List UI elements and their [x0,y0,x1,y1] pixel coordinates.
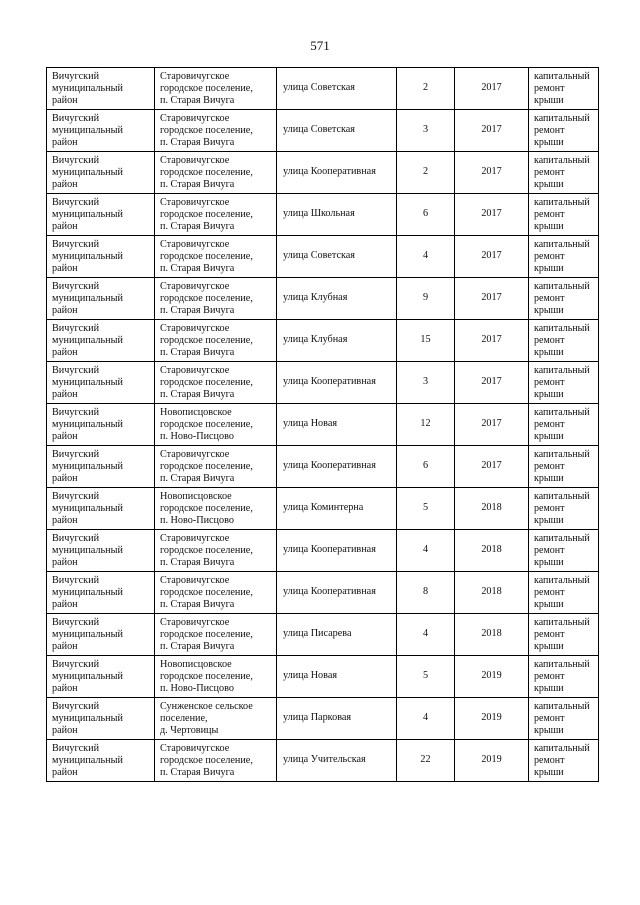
table-row [47,446,599,488]
work-type-cell [529,572,599,614]
district-cell-line: район [52,347,78,359]
district-cell-line: муниципальный [52,251,123,263]
district-cell-line: район [52,305,78,317]
settlement-cell-line: городское поселение, [160,209,253,221]
district-cell-line: район [52,221,78,233]
house-number-cell: 3 [397,362,455,404]
work-type-cell-line: капитальный [534,574,590,586]
settlement-cell-line: п. Ново-Писцово [160,515,234,527]
table-row [47,362,599,404]
district-cell [47,110,155,152]
street-cell: улица Кооперативная [277,152,397,194]
year-cell: 2019 [455,698,529,740]
settlement-cell-line: городское поселение, [160,671,253,683]
settlement-cell [155,320,277,362]
work-type-cell [529,320,599,362]
settlement-cell-line: Новописцовское [160,407,232,418]
district-cell-line: Вичугский [52,701,100,712]
year-cell: 2017 [455,236,529,278]
settlement-cell [155,614,277,656]
settlement-cell-line: городское поселение, [160,251,253,263]
district-cell-line: район [52,557,78,569]
settlement-cell [155,278,277,320]
table-row [47,572,599,614]
settlement-cell-line: п. Старая Вичуга [160,389,235,401]
settlement-cell-line: Новописцовское [160,659,232,670]
district-cell-line: район [52,683,78,695]
settlement-cell [155,572,277,614]
year-cell: 2017 [455,320,529,362]
settlement-cell-line: п. Старая Вичуга [160,263,235,275]
district-cell-line: муниципальный [52,209,123,221]
work-type-cell-line: капитальный [534,490,590,502]
settlement-cell [155,194,277,236]
page-number: 571 [310,38,330,53]
settlement-cell-line: п. Старая Вичуга [160,221,235,233]
district-cell-line: муниципальный [52,629,123,641]
settlement-cell-line: п. Старая Вичуга [160,137,235,149]
work-type-cell [529,740,599,782]
work-type-cell-line: капитальный [534,322,590,334]
district-cell-line: район [52,599,78,611]
work-type-cell-line: ремонт крыши [534,628,565,652]
street-cell: улица Новая [277,404,397,446]
district-cell-line: муниципальный [52,377,123,389]
district-cell [47,614,155,656]
settlement-cell-line: городское поселение, [160,461,253,473]
district-cell [47,530,155,572]
work-type-cell-line: капитальный [534,616,590,628]
district-cell-line: район [52,431,78,443]
work-type-cell-line: ремонт крыши [534,250,565,274]
table-row [47,404,599,446]
settlement-cell [155,698,277,740]
table-row [47,530,599,572]
work-type-cell-line: ремонт крыши [534,754,565,778]
work-type-cell-line: ремонт крыши [534,418,565,442]
settlement-cell [155,152,277,194]
work-type-cell-line: капитальный [534,112,590,124]
settlement-cell-line: городское поселение, [160,335,253,347]
year-cell: 2017 [455,362,529,404]
year-cell: 2017 [455,278,529,320]
house-number-cell: 22 [397,740,455,782]
work-type-cell [529,68,599,110]
work-type-cell-line: капитальный [534,700,590,712]
district-cell-line: муниципальный [52,419,123,431]
settlement-cell-line: п. Старая Вичуга [160,305,235,317]
work-type-cell [529,698,599,740]
district-cell [47,68,155,110]
street-cell: улица Кооперативная [277,362,397,404]
district-cell-line: муниципальный [52,671,123,683]
settlement-cell-line: городское поселение, [160,419,253,431]
settlement-cell-line: п. Старая Вичуга [160,179,235,191]
street-cell: улица Писарева [277,614,397,656]
district-cell-line: Вичугский [52,113,100,124]
work-type-cell-line: ремонт крыши [534,670,565,694]
settlement-cell-line: п. Старая Вичуга [160,767,235,779]
table-row [47,278,599,320]
district-cell-line: Вичугский [52,449,100,460]
house-number-cell: 4 [397,236,455,278]
settlement-cell [155,362,277,404]
settlement-cell [155,488,277,530]
settlement-cell-line: Старовичугское [160,155,230,166]
settlement-cell-line: Старовичугское [160,323,230,334]
work-type-cell-line: ремонт крыши [534,124,565,148]
district-cell-line: Вичугский [52,365,100,376]
district-cell-line: Вичугский [52,281,100,292]
work-type-cell [529,194,599,236]
work-type-cell-line: ремонт крыши [534,460,565,484]
house-number-cell: 4 [397,698,455,740]
year-cell: 2017 [455,110,529,152]
district-cell-line: район [52,137,78,149]
work-type-cell-line: ремонт крыши [534,82,565,106]
settlement-cell [155,446,277,488]
repair-schedule-table [46,67,599,782]
settlement-cell-line: Старовичугское [160,197,230,208]
settlement-cell-line: п. Старая Вичуга [160,557,235,569]
settlement-cell-line: п. Старая Вичуга [160,473,235,485]
table-row [47,488,599,530]
year-cell: 2017 [455,404,529,446]
settlement-cell-line: п. Старая Вичуга [160,599,235,611]
district-cell-line: Вичугский [52,323,100,334]
work-type-cell-line: ремонт крыши [534,208,565,232]
settlement-cell-line: п. Старая Вичуга [160,95,235,107]
settlement-cell-line: городское поселение, [160,377,253,389]
district-cell-line: район [52,179,78,191]
settlement-cell-line: Старовичугское [160,743,230,754]
year-cell: 2018 [455,572,529,614]
work-type-cell [529,446,599,488]
house-number-cell: 3 [397,110,455,152]
work-type-cell [529,110,599,152]
district-cell [47,488,155,530]
work-type-cell-line: капитальный [534,196,590,208]
district-cell-line: муниципальный [52,503,123,515]
street-cell: улица Учительская [277,740,397,782]
settlement-cell-line: Старовичугское [160,617,230,628]
street-cell: улица Клубная [277,320,397,362]
house-number-cell: 5 [397,656,455,698]
year-cell: 2017 [455,68,529,110]
district-cell-line: Вичугский [52,533,100,544]
settlement-cell-line: городское поселение, [160,167,253,179]
year-cell: 2017 [455,152,529,194]
district-cell [47,698,155,740]
settlement-cell-line: городское поселение, [160,293,253,305]
district-cell-line: район [52,725,78,737]
table-row [47,656,599,698]
table-row [47,152,599,194]
settlement-cell-line: п. Старая Вичуга [160,347,235,359]
house-number-cell: 9 [397,278,455,320]
street-cell: улица Школьная [277,194,397,236]
district-cell-line: район [52,767,78,779]
district-cell-line: муниципальный [52,545,123,557]
table-row [47,698,599,740]
district-cell-line: муниципальный [52,335,123,347]
work-type-cell-line: ремонт крыши [534,292,565,316]
house-number-cell: 15 [397,320,455,362]
settlement-cell-line: городское поселение, [160,587,253,599]
table-row [47,194,599,236]
settlement-cell-line: п. Ново-Писцово [160,431,234,443]
work-type-cell [529,404,599,446]
settlement-cell-line: Новописцовское [160,491,232,502]
district-cell [47,236,155,278]
work-type-cell-line: капитальный [534,238,590,250]
settlement-cell [155,530,277,572]
work-type-cell-line: капитальный [534,406,590,418]
district-cell-line: Вичугский [52,71,100,82]
year-cell: 2017 [455,194,529,236]
house-number-cell: 5 [397,488,455,530]
district-cell-line: муниципальный [52,713,123,725]
settlement-cell [155,236,277,278]
district-cell-line: муниципальный [52,461,123,473]
district-cell [47,656,155,698]
house-number-cell: 6 [397,194,455,236]
street-cell: улица Кооперативная [277,530,397,572]
work-type-cell-line: капитальный [534,658,590,670]
work-type-cell-line: капитальный [534,364,590,376]
district-cell-line: муниципальный [52,755,123,767]
street-cell: улица Советская [277,110,397,152]
work-type-cell [529,236,599,278]
district-cell [47,194,155,236]
work-type-cell-line: капитальный [534,532,590,544]
settlement-cell-line: д. Чертовицы [160,725,219,737]
district-cell-line: район [52,515,78,527]
table-row [47,110,599,152]
settlement-cell-line: городское поселение, [160,503,253,515]
year-cell: 2018 [455,530,529,572]
settlement-cell-line: городское поселение, [160,629,253,641]
settlement-cell-line: поселение, [160,713,208,725]
settlement-cell [155,404,277,446]
district-cell [47,320,155,362]
district-cell [47,278,155,320]
district-cell-line: Вичугский [52,197,100,208]
work-type-cell-line: ремонт крыши [534,502,565,526]
work-type-cell [529,152,599,194]
district-cell [47,740,155,782]
settlement-cell-line: Сунженское сельское [160,701,253,712]
district-cell-line: муниципальный [52,167,123,179]
district-cell-line: район [52,389,78,401]
settlement-cell-line: п. Старая Вичуга [160,641,235,653]
year-cell: 2019 [455,656,529,698]
settlement-cell-line: Старовичугское [160,239,230,250]
house-number-cell: 6 [397,446,455,488]
settlement-cell-line: п. Ново-Писцово [160,683,234,695]
work-type-cell [529,614,599,656]
table-row [47,236,599,278]
district-cell [47,404,155,446]
house-number-cell: 2 [397,68,455,110]
street-cell: улица Кооперативная [277,446,397,488]
district-cell [47,152,155,194]
street-cell: улица Коминтерна [277,488,397,530]
work-type-cell [529,362,599,404]
street-cell: улица Парковая [277,698,397,740]
settlement-cell-line: Старовичугское [160,281,230,292]
district-cell-line: муниципальный [52,293,123,305]
work-type-cell-line: ремонт крыши [534,544,565,568]
work-type-cell-line: капитальный [534,154,590,166]
settlement-cell-line: городское поселение, [160,545,253,557]
year-cell: 2017 [455,446,529,488]
district-cell-line: Вичугский [52,155,100,166]
settlement-cell-line: Старовичугское [160,71,230,82]
settlement-cell [155,110,277,152]
district-cell-line: Вичугский [52,575,100,586]
settlement-cell-line: городское поселение, [160,83,253,95]
table-row [47,740,599,782]
work-type-cell-line: ремонт крыши [534,586,565,610]
work-type-cell [529,488,599,530]
table-row [47,614,599,656]
district-cell-line: район [52,263,78,275]
street-cell: улица Новая [277,656,397,698]
street-cell: улица Советская [277,236,397,278]
street-cell: улица Клубная [277,278,397,320]
district-cell-line: Вичугский [52,407,100,418]
district-cell-line: Вичугский [52,239,100,250]
district-cell-line: муниципальный [52,587,123,599]
work-type-cell-line: ремонт крыши [534,712,565,736]
settlement-cell-line: Старовичугское [160,449,230,460]
settlement-cell-line: Старовичугское [160,365,230,376]
house-number-cell: 4 [397,530,455,572]
district-cell-line: Вичугский [52,491,100,502]
work-type-cell-line: ремонт крыши [534,376,565,400]
district-cell-line: район [52,641,78,653]
year-cell: 2018 [455,488,529,530]
settlement-cell-line: городское поселение, [160,755,253,767]
district-cell [47,362,155,404]
district-cell-line: Вичугский [52,743,100,754]
work-type-cell-line: капитальный [534,742,590,754]
settlement-cell [155,740,277,782]
settlement-cell-line: городское поселение, [160,125,253,137]
table-body [47,68,599,782]
settlement-cell-line: Старовичугское [160,533,230,544]
street-cell: улица Кооперативная [277,572,397,614]
settlement-cell [155,656,277,698]
district-cell-line: Вичугский [52,617,100,628]
district-cell-line: район [52,473,78,485]
house-number-cell: 8 [397,572,455,614]
year-cell: 2018 [455,614,529,656]
work-type-cell [529,530,599,572]
street-cell: улица Советская [277,68,397,110]
work-type-cell-line: капитальный [534,280,590,292]
district-cell-line: Вичугский [52,659,100,670]
district-cell-line: муниципальный [52,125,123,137]
district-cell [47,572,155,614]
table-row [47,68,599,110]
house-number-cell: 4 [397,614,455,656]
settlement-cell-line: Старовичугское [160,113,230,124]
work-type-cell [529,656,599,698]
settlement-cell-line: Старовичугское [160,575,230,586]
house-number-cell: 12 [397,404,455,446]
district-cell-line: муниципальный [52,83,123,95]
settlement-cell [155,68,277,110]
work-type-cell-line: капитальный [534,448,590,460]
work-type-cell-line: ремонт крыши [534,166,565,190]
work-type-cell [529,278,599,320]
district-cell-line: район [52,95,78,107]
table-row [47,320,599,362]
work-type-cell-line: капитальный [534,70,590,82]
house-number-cell: 2 [397,152,455,194]
district-cell [47,446,155,488]
year-cell: 2019 [455,740,529,782]
work-type-cell-line: ремонт крыши [534,334,565,358]
